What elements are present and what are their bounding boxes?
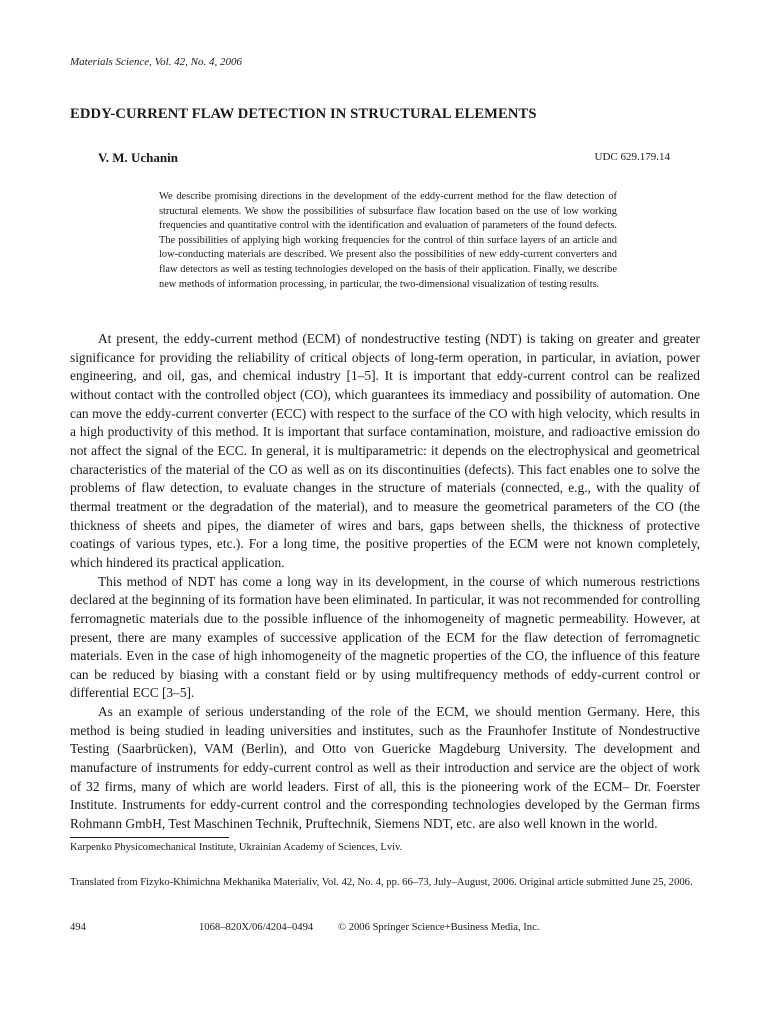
page-number: 494 — [70, 922, 86, 933]
footnote-divider — [70, 837, 229, 838]
issn-code: 1068–820X/06/4204–0494 — [199, 922, 314, 933]
article-body — [70, 330, 700, 834]
body-paragraph-3: As an example of serious understanding of the role of the ECM, we should mention Germany. Here, this method is being studied in leading universities and institutes, such as the Fraunhofer Institute of Nondestructive Testing (Saarbrücken), VAM (Berlin), and Otto von Guericke Magdeburg University. The development and manufacture of instruments for eddy-current control as well as their introduction and service are the object of work of 32 firms, many of which are world leaders. First of all, this is the pioneering work of the ECM– Dr. Foerster Institute. Instruments for eddy-current control and the corresponding technologies developed by the German firms Rohmann GmbH, Test Maschinen Technik, Pruftechnik, Siemens NDT, etc. are also well known in the world. — [70, 704, 700, 832]
article-title: EDDY-CURRENT FLAW DETECTION IN STRUCTURAL ELEMENTS — [70, 106, 537, 122]
body-paragraph-2: This method of NDT has come a long way in its development, in the course of which numerous restrictions declared at the beginning of its formation have been eliminated. In particular, it was not recommended for controlling ferromagnetic materials due to the possible influence of the inhomogeneity of magnetic permeability. However, at present, there are many examples of successive application of the ECM for the flaw detection of ferromagnetic materials. Even in the case of high inhomogeneity of the magnetic properties of the CO, the influence of this feature can be reduced by biasing with a constant field or by using multifrequency methods of eddy-current control or differential ECC [3–5]. — [70, 573, 700, 701]
author-affiliation: Karpenko Physicomechanical Institute, Ukrainian Academy of Sciences, Lviv. — [70, 842, 403, 853]
journal-citation: Materials Science, Vol. 42, No. 4, 2006 — [70, 56, 243, 68]
body-paragraph-1: At present, the eddy-current method (ECM) of nondestructive testing (NDT) is taking on greater and greater significance for providing the reliability of critical objects of long-term operation, in particular, in aviation, power engineering, and oil, gas, and chemical industry [1–5]. It is important that eddy-current control can be realized without contact with the controlled object (CO), which guarantees its immediacy and possibility of automation. One can move the eddy-current converter (ECC) with respect to the surface of the CO with high velocity, which results in a high productivity of this method. It is important that surface contamination, moisture, and radioactive emission do not affect the signal of the ECC. In general, it is multiparametric: it depends on the electrophysical and geometrical characteristics of the material of the CO as well as on its discontinuities (defects). This fact enables one to solve the problems of flaw detection, to evaluate changes in the structure of materials (connected, e.g., with the quality of thermal treatment or the degradation of the material), and to measure the geometrical parameters of the CO (the thickness of sheets and pipes, the diameter of wires and bars, gaps between shells, the thickness of protective coatings of various types, etc.). For a long time, the positive properties of the ECM were not known completely, which hindered its practical application. — [70, 331, 700, 570]
translation-note: Translated from Fizyko-Khimichna Mekhanika Materialiv, Vol. 42, No. 4, pp. 66–73, July–August, 2006. Original article submitted June 25, 2006. — [70, 877, 693, 888]
page-footer — [70, 922, 700, 936]
author-name: V. M. Uchanin — [98, 150, 178, 165]
copyright-notice: © 2006 Springer Science+Business Media, Inc. — [338, 922, 540, 933]
udc-code: UDC 629.179.14 — [594, 151, 670, 163]
abstract: We describe promising directions in the development of the eddy-current method for the flaw detection of structural elements. We show the possibilities of subsurface flaw location based on the use of low working frequencies and quantitative control with the identification and evaluation of parameters of the found defects. The possibilities of applying high working frequencies for the control of thin surface layers of an article and low-conducting materials are described. We present also the possibilities of new eddy-current converters and flaw detectors as well as testing technologies developed on the basis of their application. Finally, we describe new methods of information processing, in particular, the two-dimensional visualization of testing results. — [159, 191, 617, 290]
